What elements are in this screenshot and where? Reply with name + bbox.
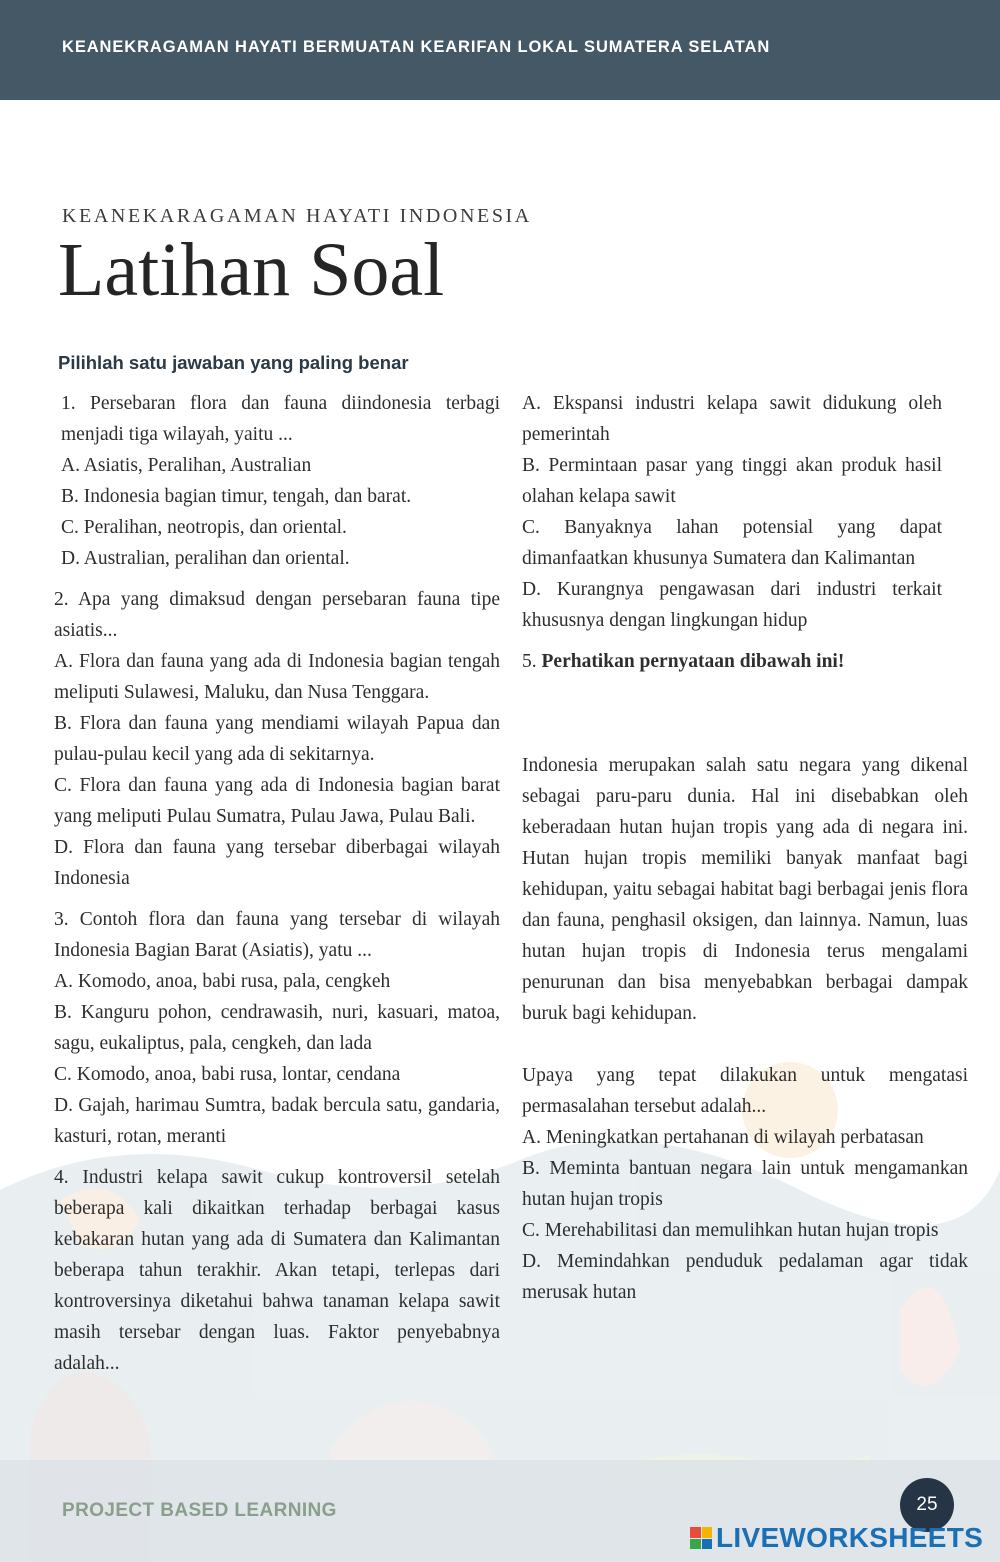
- question-2-option-a[interactable]: A. Flora dan fauna yang ada di Indonesia bagian tengah meliputi Sulawesi, Maluku, dan Nusa Tenggara.: [54, 651, 500, 703]
- question-5-option-c[interactable]: C. Merehabilitasi dan memulihkan hutan hujan tropis: [522, 1220, 939, 1241]
- question-4: [54, 1162, 500, 1379]
- liveworksheets-brand: LIVEWORKSHEETS: [716, 1522, 984, 1553]
- instruction-text: Pilihlah satu jawaban yang paling benar: [58, 352, 409, 373]
- question-5: [522, 750, 968, 1308]
- question-3-text: 3. Contoh flora dan fauna yang tersebar di wilayah Indonesia Bagian Barat (Asiatis), yatu ...: [54, 909, 500, 961]
- question-1-text: 1. Persebaran flora dan fauna diindonesia terbagi menjadi tiga wilayah, yaitu ...: [61, 393, 500, 445]
- question-2-option-b[interactable]: B. Flora dan fauna yang mendiami wilayah Papua dan pulau-pulau kecil yang ada di sekitarnya.: [54, 713, 500, 765]
- footer-label: PROJECT BASED LEARNING: [62, 1500, 337, 1521]
- question-3-option-d[interactable]: D. Gajah, harimau Sumtra, badak bercula satu, gandaria, kasturi, rotan, meranti: [54, 1095, 500, 1147]
- liveworksheets-icon: [690, 1527, 712, 1549]
- header-title: KEANEKRAGAMAN HAYATI BERMUATAN KEARIFAN LOKAL SUMATERA SELATAN: [62, 38, 771, 56]
- question-5-text: Upaya yang tepat dilakukan untuk mengatasi permasalahan tersebut adalah...: [522, 1065, 968, 1117]
- question-3-option-a[interactable]: A. Komodo, anoa, babi rusa, pala, cengkeh: [54, 971, 391, 992]
- question-1: [54, 388, 500, 574]
- question-5-heading: [522, 646, 942, 677]
- question-3-option-c[interactable]: C. Komodo, anoa, babi rusa, lontar, cendana: [54, 1064, 401, 1085]
- question-2-option-d[interactable]: D. Flora dan fauna yang tersebar diberbagai wilayah Indonesia: [54, 837, 500, 889]
- question-1-option-b[interactable]: B. Indonesia bagian timur, tengah, dan barat.: [61, 486, 412, 507]
- question-4-option-c[interactable]: C. Banyaknya lahan potensial yang dapat dimanfaatkan khusunya Sumatera dan Kalimantan: [522, 517, 942, 569]
- section-label: KEANEKARAGAMAN HAYATI INDONESIA: [62, 205, 532, 227]
- left-column: [54, 388, 500, 1379]
- question-1-option-c[interactable]: C. Peralihan, neotropis, dan oriental.: [61, 517, 347, 538]
- question-5-option-a[interactable]: A. Meningkatkan pertahanan di wilayah perbatasan: [522, 1127, 924, 1148]
- question-3: [54, 904, 500, 1152]
- question-5-option-b[interactable]: B. Meminta bantuan negara lain untuk mengamankan hutan hujan tropis: [522, 1158, 968, 1210]
- question-3-option-b[interactable]: B. Kanguru pohon, cendrawasih, nuri, kasuari, matoa, sagu, eukaliptus, pala, cengkeh, dan lada: [54, 1002, 500, 1054]
- liveworksheets-logo[interactable]: [690, 1520, 983, 1556]
- question-4-option-b[interactable]: B. Permintaan pasar yang tinggi akan produk hasil olahan kelapa sawit: [522, 455, 942, 507]
- question-5-passage: Indonesia merupakan salah satu negara yang dikenal sebagai paru-paru dunia. Hal ini disebabkan oleh keberadaan hutan hujan tropis yang ada di negara ini. Hutan hujan tropis memiliki banyak manfaat bagi kehidupan, yaitu sebagai habitat bagi berbagai jenis flora dan fauna, penghasil oksigen, dan lainnya. Namun, luas hutan hujan tropis di Indonesia terus mengalami penurunan dan bisa menyebabkan berbagai dampak buruk bagi kehidupan.: [522, 755, 968, 1024]
- question-1-option-d[interactable]: D. Australian, peralihan dan oriental.: [61, 548, 350, 569]
- question-4-option-d[interactable]: D. Kurangnya pengawasan dari industri terkait khususnya dengan lingkungan hidup: [522, 579, 942, 631]
- page-number-badge: 25: [900, 1478, 954, 1532]
- question-2: [54, 584, 500, 894]
- page-title: Latihan Soal: [58, 228, 445, 312]
- question-2-text: 2. Apa yang dimaksud dengan persebaran fauna tipe asiatis...: [54, 589, 500, 641]
- question-2-option-c[interactable]: C. Flora dan fauna yang ada di Indonesia bagian barat yang meliputi Pulau Sumatra, Pulau Jawa, Pulau Bali.: [54, 775, 500, 827]
- question-4-text: 4. Industri kelapa sawit cukup kontroversil setelah beberapa kali dikaitkan terhadap berbagai kasus kebakaran hutan yang ada di Sumatera dan Kalimantan beberapa tahun terakhir. Akan tetapi, terlepas dari kontroversinya diketahui bahwa tanaman kelapa sawit masih tersebar dengan luas. Faktor penyebabnya adalah...: [54, 1167, 500, 1374]
- right-column: [522, 388, 942, 677]
- question-5-number: 5.: [522, 651, 537, 672]
- question-5-heading-text: Perhatikan pernyataan dibawah ini!: [541, 651, 845, 672]
- question-5-option-d[interactable]: D. Memindahkan penduduk pedalaman agar tidak merusak hutan: [522, 1251, 968, 1303]
- question-4-option-a[interactable]: A. Ekspansi industri kelapa sawit didukung oleh pemerintah: [522, 393, 942, 445]
- question-1-option-a[interactable]: A. Asiatis, Peralihan, Australian: [61, 455, 312, 476]
